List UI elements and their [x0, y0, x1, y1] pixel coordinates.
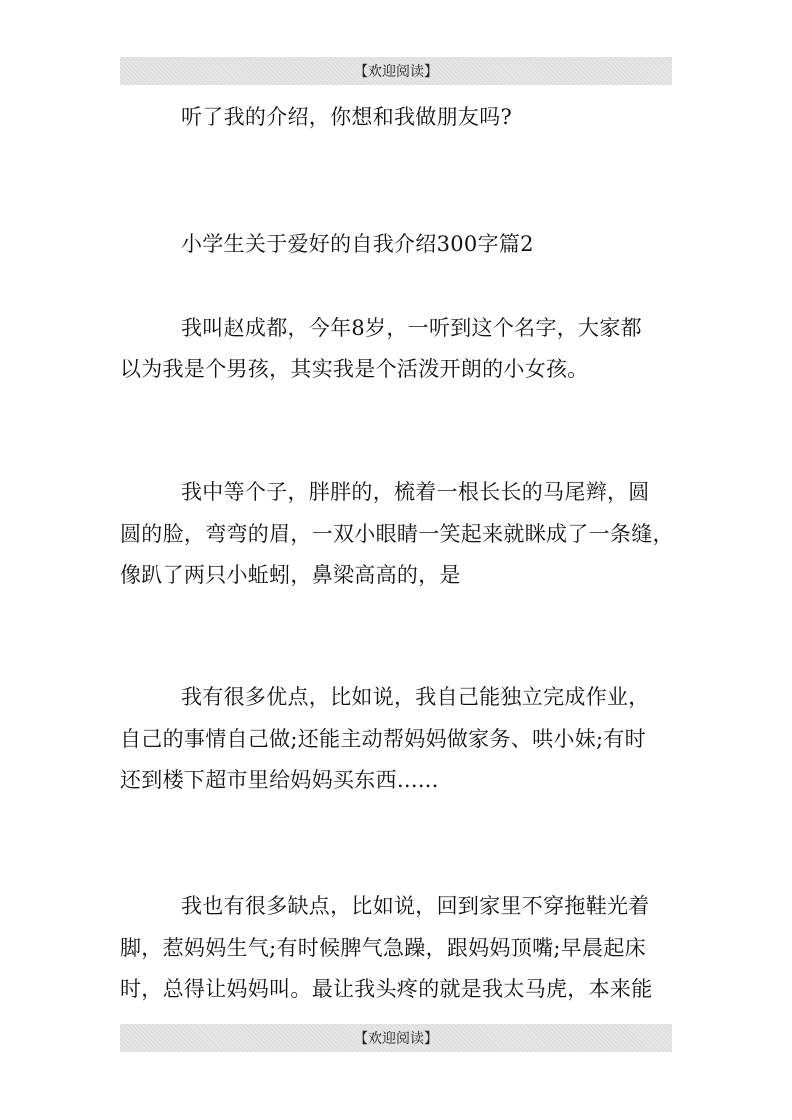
paragraph-4-line-2: 脚，惹妈妈生气;有时候脾气急躁，跟妈妈顶嘴;早晨起床: [120, 936, 646, 960]
paragraph-2-line-3: 像趴了两只小蚯蚓，鼻梁高高的，是: [120, 563, 461, 587]
paragraph-4-line-3: 时，总得让妈妈叫。最让我头疼的就是我太马虎，本来能: [120, 977, 653, 1001]
paragraph-3-line-2: 自己的事情自己做;还能主动帮妈妈做家务、哄小妹;有时: [120, 727, 646, 751]
intro-question: 听了我的介绍，你想和我做朋友吗?: [181, 105, 513, 129]
header-banner-text: 【欢迎阅读】: [354, 64, 438, 80]
paragraph-1-line-1: 我叫赵成都，今年8岁，一听到这个名字，大家都: [181, 316, 642, 340]
header-banner: [120, 57, 672, 85]
paragraph-4-line-1: 我也有很多缺点，比如说，回到家里不穿拖鞋光着: [181, 894, 650, 918]
footer-banner: [120, 1024, 672, 1052]
paragraph-2-line-1: 我中等个子，胖胖的，梳着一根长长的马尾辫，圆: [181, 480, 650, 504]
paragraph-3-line-3: 还到楼下超市里给妈妈买东西......: [120, 768, 439, 792]
paragraph-3-line-1: 我有很多优点，比如说，我自己能独立完成作业，: [181, 685, 650, 709]
paragraph-2-line-2: 圆的脸，弯弯的眉，一双小眼睛一笑起来就眯成了一条缝，: [120, 522, 674, 546]
paragraph-1-line-2: 以为我是个男孩，其实我是个活泼开朗的小女孩。: [120, 357, 589, 381]
footer-banner-text: 【欢迎阅读】: [354, 1031, 438, 1047]
section-title: 小学生关于爱好的自我介绍300字篇2: [181, 232, 534, 256]
